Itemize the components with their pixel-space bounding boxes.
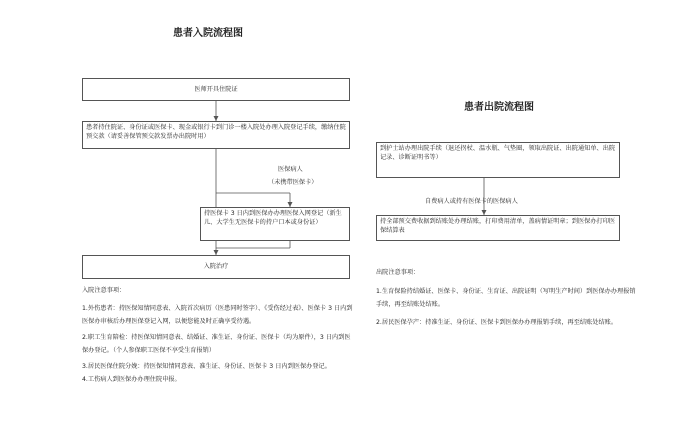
admission-step-4 <box>82 255 350 279</box>
admission-notes-list <box>82 302 354 386</box>
admission-step-2 <box>82 121 350 149</box>
admission-step-4-text: 入院治疗 <box>203 263 229 270</box>
discharge-step-1 <box>376 142 620 178</box>
admission-note-1: 1.外伤患者：持医保知情同意表、入院首次病历（医患同时签字）、《受伤经过表》、医保卡 3 日内到医保办审核后办理医保登记入网，以便您能及时正确享受待遇。 <box>82 305 353 325</box>
discharge-note-2: 2.居民医保孕产：持准生证、身份证、医保卡到医保办办理报销手续，再至结账处结账。 <box>376 319 618 326</box>
branch-label-line2: （未携带医保卡） <box>268 179 318 186</box>
discharge-step-1-text: 到护士站办理出院手续（退还拐杖、温水瓶、气垫圈，领取出院证、出院通知单、出院记录、诊断证明书等） <box>380 145 616 161</box>
admission-step-1-text: 医师开具住院证 <box>194 86 238 93</box>
discharge-note-1: 1.生育保险持结婚证、医保卡、身份证、生育证、出院证明（写明生产时间）到医保办办理报销手续，再至结账处结账。 <box>376 288 636 308</box>
admission-notes-heading: 入院注意事项： <box>82 287 126 294</box>
discharge-notes-heading: 出院注意事项： <box>376 269 420 276</box>
admission-step-3 <box>200 207 350 241</box>
discharge-notes-list <box>376 285 638 329</box>
admission-step-2-text: 患者持住院证、身份证或医保卡、现金或银行卡到门诊一楼入院处办理入院登记手续，缴纳住院预交款（请妥善保管预交款发票办出院时用） <box>86 124 346 140</box>
admission-note-4: 4.工伤病人到医保办办理住院申报。 <box>82 376 181 383</box>
admission-step-3-text: 持医保卡 3 日内到医保办办理医保入网登记（新生儿、大学生无医保卡的持户口本或身份证） <box>204 210 342 226</box>
discharge-flow-title: 患者出院流程图 <box>464 102 534 113</box>
discharge-step-2 <box>376 215 620 241</box>
admission-note-3: 3.居民医保住院分娩：持医保知情同意表、准生证、身份证、医保卡 3 日内到医保办登记。 <box>82 363 331 370</box>
discharge-mid-label: 自费病人或持有医保卡的医保病人 <box>425 198 518 205</box>
admission-note-2: 2.职工生育陪检：持医保知情同意表、结婚证、准生证、身份证、医保卡（均为原件），3 日内到医保办登记。（个人参保职工医保不享受生育报销） <box>82 334 351 354</box>
branch-label-line1: 医保病人 <box>278 166 303 173</box>
admission-step-1 <box>82 78 350 101</box>
admission-flow-title: 患者入院流程图 <box>173 28 243 39</box>
discharge-step-2-text: 持全部预交费收据到结账处办理结账，打印费用清单，盖病情证明章；到医保办打印医保结算表 <box>380 218 616 234</box>
